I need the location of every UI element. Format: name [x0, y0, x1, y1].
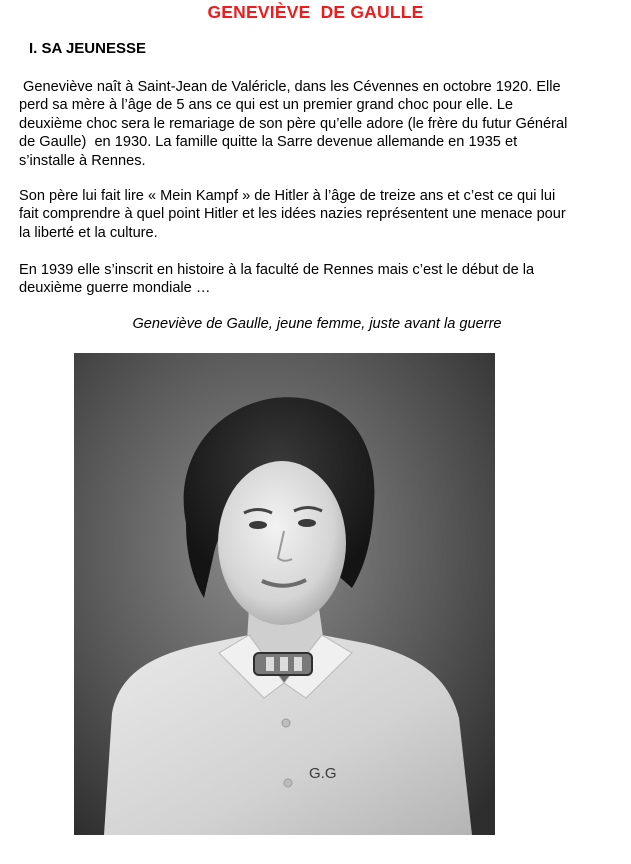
paragraph-line: deuxième guerre mondiale …: [19, 280, 211, 297]
paragraph-1: [19, 78, 625, 170]
paragraph-line: En 1939 elle s’inscrit en histoire à la faculté de Rennes mais c’est le début de la: [19, 262, 535, 278]
paragraph-2: [19, 187, 625, 242]
right-eye: [298, 519, 316, 527]
blouse-button: [284, 779, 292, 787]
paragraph-line: Geneviève naît à Saint-Jean de Valéricle, dans les Cévennes en octobre 1920. Elle: [19, 79, 561, 95]
section-heading: I. SA JEUNESSE: [29, 40, 146, 57]
document-title: GENEVIÈVE DE GAULLE: [207, 2, 424, 22]
portrait-photo: [74, 353, 495, 835]
paragraph-line: s’installe à Rennes.: [19, 152, 146, 169]
photo-caption: Geneviève de Gaulle, jeune femme, juste avant la guerre: [132, 316, 502, 332]
paragraph-line: deuxième choc sera le remariage de son père qu’elle adore (le frère du futur Général: [19, 115, 568, 132]
paragraph-line: Son père lui fait lire « Mein Kampf » de Hitler à l’âge de treize ans et c’est ce qui lui: [19, 188, 556, 204]
paragraph-line: perd sa mère à l’âge de 5 ans ce qui est un premier grand choc pour elle. Le: [19, 97, 514, 114]
paragraph-line: de Gaulle) en 1930. La famille quitte la Sarre devenue allemande en 1935 et: [19, 134, 518, 151]
blouse-monogram: G.G: [309, 765, 337, 782]
paragraph-3: [19, 261, 625, 298]
paragraph-line: la liberté et la culture.: [19, 224, 158, 241]
paragraph-line: fait comprendre à quel point Hitler et les idées nazies représentent une menace pour: [19, 206, 566, 223]
left-eye: [249, 521, 267, 529]
blouse-button: [282, 719, 290, 727]
